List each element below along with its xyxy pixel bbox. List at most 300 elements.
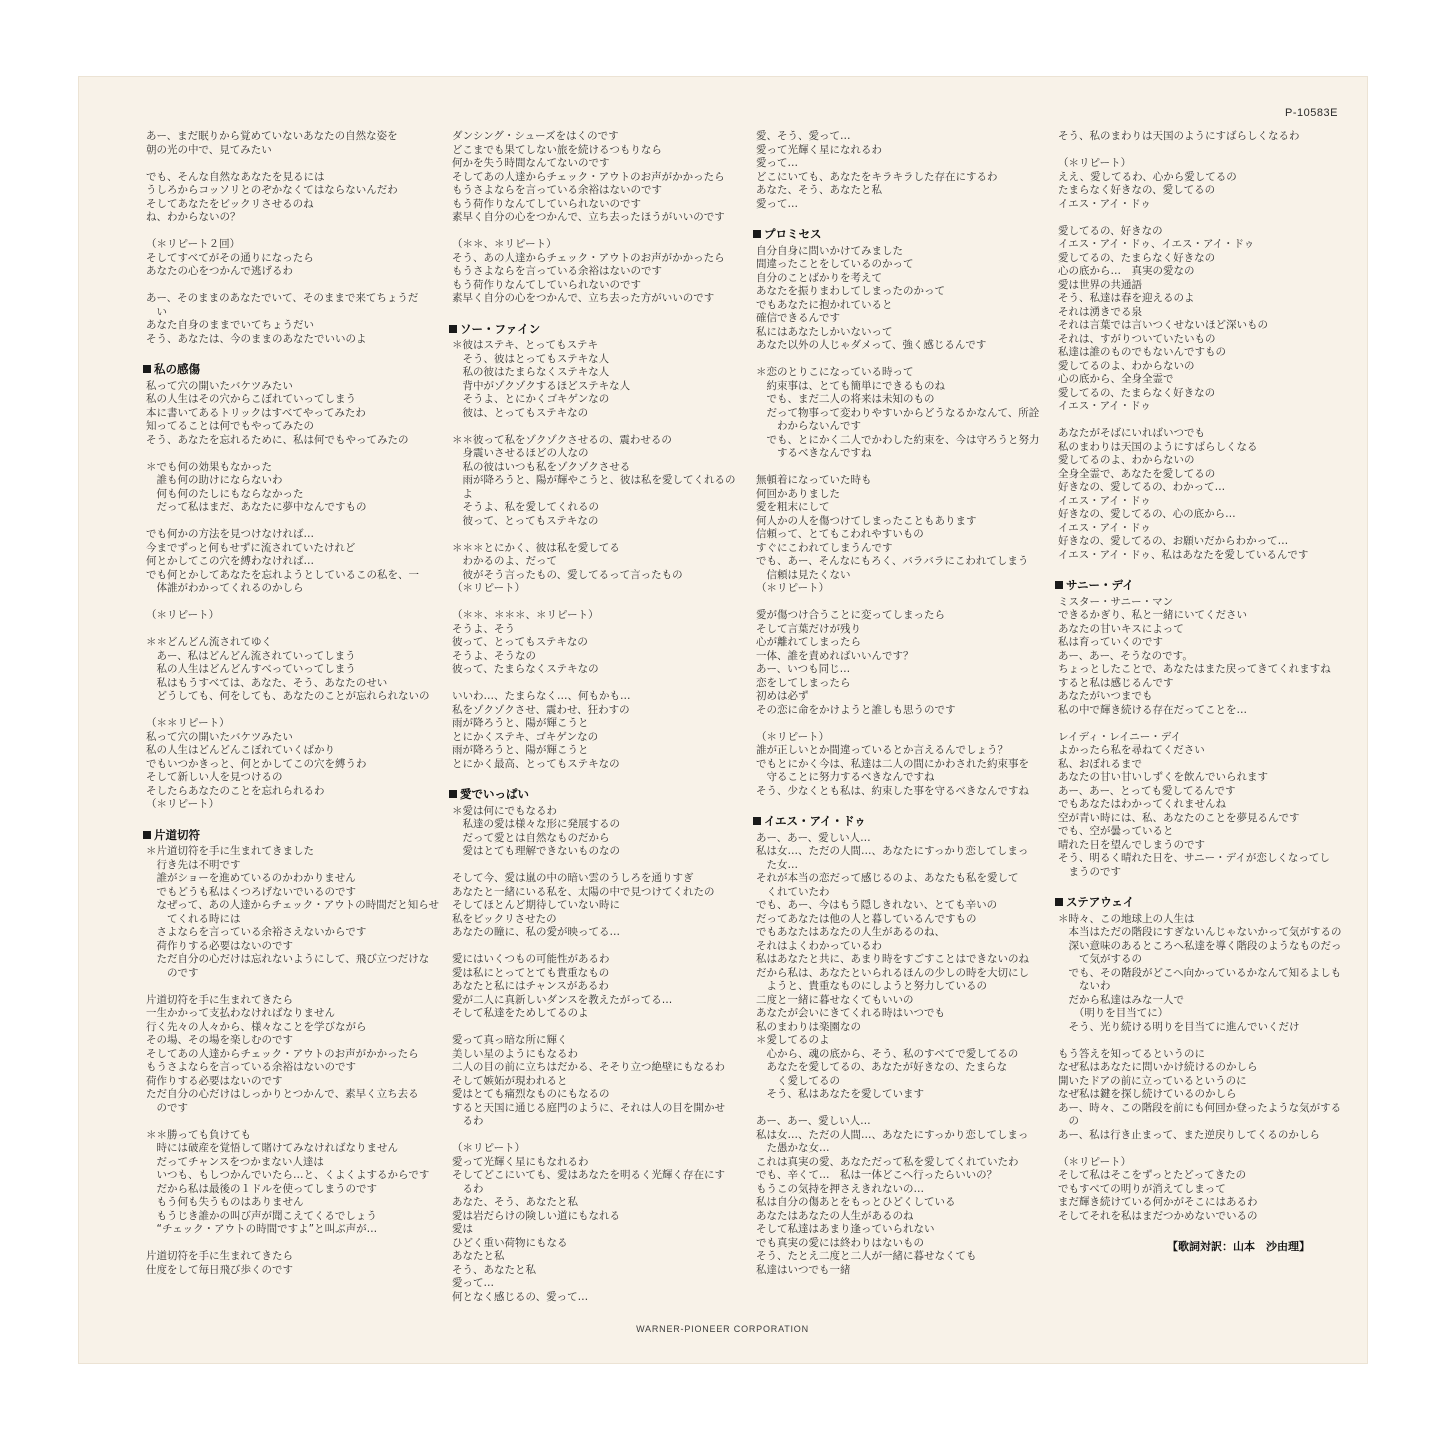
lyric-line: 何かを失う時間なんてないのです	[452, 157, 610, 169]
lyric-line: そう、彼はとってもステキな人	[452, 352, 610, 365]
lyrics-column-2	[452, 130, 736, 1321]
lyric-line: ただ自分の心だけはしっかりとつかんで、素早く立ち去る	[146, 1088, 419, 1100]
lyric-line: ＊時々、この地球上の人生は	[1058, 912, 1195, 925]
lyric-stanza	[452, 238, 732, 306]
lyric-line: 片道切符を手に生まれてきたら	[146, 993, 293, 1006]
lyric-line: 心の底から、全身全霊で	[1058, 373, 1174, 385]
lyric-line: でも、あー、今はもう隠しきれない、とても辛いの	[756, 899, 998, 911]
lyric-line: 身震いさせるほどの人なの	[452, 447, 589, 459]
lyric-line: 愛してるの、好きなの	[1058, 224, 1163, 237]
lyric-line: なぜって、あの人達からチェック・アウトの時間だと知らせ	[146, 899, 439, 911]
lyric-stanza	[756, 1115, 1036, 1277]
lyric-line: そう、あなたは、今のままのあなたでいいのよ	[146, 332, 367, 345]
lyric-line: そう、あなたを忘れるために、私は何でもやってみたの	[146, 433, 409, 446]
lyric-line: 愛してるの、たまらなく好きなの	[1058, 386, 1216, 399]
lyric-line: 信頼って、とてもこわれやすいもの	[756, 528, 924, 540]
lyric-line: 愛は岩だらけの険しい道にもなれる	[452, 1209, 620, 1222]
lyric-section	[756, 130, 1036, 211]
lyric-line: でもどうも私はくつろげないでいるのです	[146, 885, 356, 898]
lyric-line: ひどく重い荷物にもなる	[452, 1236, 568, 1249]
lyric-line: 何も何のたしにもならなかった	[146, 487, 304, 500]
lyric-line: 私の人生はどんどんすべっていってしまう	[146, 663, 356, 675]
lyric-line: あなたを愛してるの、あなたが好きなの、たまらな	[756, 1061, 1008, 1073]
lyric-line: （＊リピート）	[146, 609, 220, 621]
lyric-line: 愛してるのよ、わからないの	[1058, 454, 1195, 466]
lyric-line: どこにいても、あなたをキラキラした存在にするわ	[756, 170, 998, 183]
lyric-line: 開いたドアの前に立っているというのに	[1058, 1074, 1247, 1087]
lyric-stanza	[452, 872, 732, 940]
lyric-line: ＊＊彼って私をゾクゾクさせるの、震わせるの	[452, 433, 672, 446]
lyric-line: 本当はただの階段にすぎないんじゃないかって気がするの	[1058, 926, 1342, 938]
lyric-section	[756, 815, 1036, 1277]
lyric-stanza	[452, 690, 732, 771]
lyric-stanza	[146, 609, 416, 623]
lyric-stanza	[1058, 595, 1331, 718]
lyric-line: るわ	[452, 1182, 484, 1195]
lyric-line: 愛って光輝く星にもなれるわ	[452, 1155, 589, 1168]
lyric-line: すると天国に通じる庭門のように、それは人の目を開かせ	[452, 1101, 725, 1114]
lyric-line: あなたの甘い甘いしずくを飲んでいられます	[1058, 771, 1268, 783]
lyric-line: 仕度をして毎日飛び歩くのです	[146, 1263, 293, 1276]
lyric-stanza	[756, 474, 1036, 596]
lyric-section	[1058, 895, 1342, 1223]
lyric-line: 愛って…	[452, 1277, 494, 1289]
lyric-line: あなたと私	[452, 1250, 505, 1262]
lyric-line: ＊恋のとりこになっている時って	[756, 366, 914, 378]
lyric-line: あー、そのままのあなたでいて、そのままで来てちょうだ	[146, 292, 419, 304]
lyric-line: それが本当の恋だって感じるのよ、あなたも私を愛して	[756, 872, 1019, 884]
lyric-line: 自分のことばかりを考えて	[756, 271, 882, 284]
lyric-line: 愛って光輝く星になれるわ	[756, 143, 882, 156]
lyric-line: 私、おぼれるまで	[1058, 757, 1142, 770]
lyric-line: でもいつかきっと、何とかしてこの穴を縛うわ	[146, 757, 367, 770]
lyric-line: 彼って、たまらなくステキなの	[452, 663, 599, 675]
lyric-line: 愛はとても痛烈なものにもなるの	[452, 1088, 610, 1100]
lyric-stanza	[146, 461, 416, 515]
lyric-line: 美しい星のようにもなるわ	[452, 1047, 578, 1060]
lyric-line: 私は自分の傷あとをもっとひどくしている	[756, 1196, 956, 1208]
lyric-line: 愛、そう、愛って…	[756, 130, 851, 142]
lyric-line: 背中がゾクゾクするほどステキな人	[452, 379, 631, 392]
lyric-line: 彼って、とってもステキなの	[452, 514, 599, 527]
lyric-line: の	[1058, 1115, 1079, 1127]
lyric-stanza	[146, 636, 430, 704]
lyric-line: あなたの甘いキスによって	[1058, 622, 1184, 635]
lyric-line: あー、あー、とっても愛してるんです	[1058, 784, 1236, 797]
lyric-stanza	[452, 433, 736, 529]
lyric-line: のです	[146, 1101, 188, 1114]
song-title: サニー・デイ	[1055, 579, 1318, 593]
lyric-line: だから私は最後の１ドルを使ってしまうのです	[146, 1182, 377, 1195]
lyric-line: （＊リピート）	[452, 1142, 526, 1154]
lyric-line: あなたと私にはチャンスがあるわ	[452, 980, 609, 992]
lyric-line: でも何かの方法を見つけなければ…	[146, 528, 314, 540]
lyric-section	[452, 130, 732, 306]
lyric-line: （＊＊、＊リピート）	[452, 238, 557, 250]
lyric-stanza	[452, 339, 732, 420]
lyric-line: て気がするの	[1058, 953, 1142, 965]
lyric-stanza	[146, 993, 419, 1116]
lyric-stanza	[452, 805, 732, 859]
lyric-stanza	[452, 609, 732, 677]
lyric-stanza	[1058, 912, 1342, 1035]
lyric-line: そうよ、とにかくゴキゲンなの	[452, 393, 610, 405]
lyric-line: ＊＊勝っても負けても	[146, 1128, 251, 1141]
lyric-line: そしてそれを私はまだつかめないでいるの	[1058, 1209, 1258, 1222]
lyric-line: そうよ、そう	[452, 622, 515, 635]
lyric-section	[452, 321, 736, 772]
lyric-stanza	[146, 1250, 416, 1277]
lyric-line: るわ	[452, 1115, 484, 1127]
lyric-line: 私って穴の開いたバケツみたい	[146, 730, 293, 743]
lyric-line: 私のまわりは楽園なの	[756, 1020, 861, 1033]
lyric-line: 心から、魂の底から、そう、私のすべてで愛してるの	[756, 1047, 1019, 1060]
lyric-line: そう、私のまわりは天国のようにすばらしくなるわ	[1058, 130, 1300, 142]
lyric-line: 私の人生はその穴からこぼれていってしまう	[146, 393, 356, 405]
lyric-line: そしてあの人達からチェック・アウトのお声がかかったら	[452, 170, 725, 183]
lyric-line: あなたを振りまわしてしまったのかって	[756, 285, 945, 297]
lyric-line: 心が離れてしまったら	[756, 636, 861, 648]
lyric-line: ね、わからないの？	[146, 211, 241, 223]
lyric-line: 素早く自分の心をつかんで、立ち去ったほうがいいのです	[452, 211, 725, 223]
lyric-line: でもあなたはわかってくれませんね	[1058, 798, 1226, 810]
lyric-line: あー、私は行き止まって、また逆戻りしてくるのかしら	[1058, 1128, 1320, 1141]
lyrics-column-4	[1058, 130, 1342, 1254]
lyric-line: 彼って、とってもステキなの	[452, 636, 588, 648]
lyric-line: もうこの気持を押さえきれないの…	[756, 1182, 924, 1195]
lyric-line: （＊リピート）	[756, 730, 830, 743]
lyric-line: その恋に命をかけようと誰しも思うのです	[756, 703, 956, 716]
lyric-stanza	[146, 171, 416, 225]
lyric-line: イエス・アイ・ドゥ、私はあなたを愛しているんです	[1058, 548, 1309, 561]
lyric-stanza	[146, 528, 419, 596]
lyric-line: ＊彼はステキ、とってもステキ	[452, 339, 598, 351]
lyric-line: イエス・アイ・ドゥ、イエス・アイ・ドゥ	[1058, 238, 1255, 250]
lyric-line: 空が青い時には、私、あなたのことを夢見るんです	[1058, 811, 1300, 824]
lyric-line: 晴れた日を望んでしまうのです	[1058, 838, 1205, 851]
lyric-line: イエス・アイ・ドゥ	[1058, 197, 1151, 210]
lyric-line: 好きなの、愛してるの、お願いだからわかって…	[1058, 535, 1289, 547]
lyric-line: 私はあなたと共に、あまり時をすごすことはできないのね	[756, 953, 1029, 965]
lyric-stanza	[1058, 225, 1318, 414]
lyric-line: 愛してるの、たまらなく好きなの	[1058, 251, 1216, 264]
lyric-line: 二度と一緒に暮せなくてもいいの	[756, 993, 914, 1006]
lyric-line: すると私は感じるんです	[1058, 676, 1174, 689]
lyric-line: あー、私はどんどん流されていってしまう	[146, 649, 356, 662]
lyric-line: できるかぎり、私と一緒にいてください	[1058, 609, 1247, 621]
lyric-stanza	[146, 1128, 430, 1237]
lyric-line: でも、辛くて… 私は一体どこへ行ったらいいの？	[756, 1169, 998, 1181]
lyric-line: 愛を粗末にして	[756, 501, 830, 513]
lyric-stanza	[146, 717, 416, 812]
lyric-line: もう何も失うものはありません	[146, 1196, 304, 1208]
publisher-credit: WARNER-PIONEER CORPORATION	[636, 1324, 809, 1334]
lyric-line: ＊愛してるのよ	[756, 1034, 830, 1046]
lyric-line: ただ自分の心だけは忘れないようにして、飛び立つだけな	[146, 953, 430, 965]
lyric-line: （＊リピート）	[146, 798, 220, 810]
lyric-line: 私は育っていくのです	[1058, 636, 1163, 648]
lyric-line: あなた自身のままでいてちょうだい	[146, 319, 314, 331]
lyric-line: ＊愛は何にでもなるわ	[452, 804, 557, 817]
lyric-line: それはよくわかっているわ	[756, 939, 882, 952]
lyric-line: 行き先は不明です	[146, 858, 241, 871]
lyric-line: 信頼は見たくない	[756, 568, 851, 581]
lyric-line: あなた、そう、あなたと私	[452, 1196, 578, 1208]
lyric-line: （＊リピート）	[1058, 1155, 1132, 1168]
lyric-line: 私の中で輝き続ける存在だってことを…	[1058, 703, 1247, 716]
lyric-line: そしてどこにいても、愛はあなたを明るく光輝く存在にす	[452, 1169, 725, 1181]
lyric-line: ダンシング・シューズをはくのです	[452, 130, 619, 142]
lyric-line: あー、時々、この階段を前にも何回か登ったような気がする	[1058, 1101, 1342, 1114]
lyric-line: とにかくステキ、ゴキゲンなの	[452, 730, 599, 743]
lyric-line: そして新しい人を見つけるの	[146, 771, 283, 783]
lyric-stanza	[146, 845, 439, 980]
lyric-line: 愛してるのよ、わからないの	[1058, 359, 1195, 372]
lyric-line: （＊リピート２回）	[146, 238, 241, 250]
lyric-line: でも真実の愛には終わりはないもの	[756, 1236, 924, 1249]
lyric-line: もう荷作りなんてしていられないのです	[452, 197, 641, 210]
lyric-line: ＊＊＊とにかく、彼は私を愛してる	[452, 541, 620, 554]
lyric-line: もうさよならを言っている余裕はないのです	[452, 265, 662, 277]
lyric-line: 私のまわりは天国のようにすばらしくなる	[1058, 440, 1258, 453]
lyric-line: ＊片道切符を手に生まれてきました	[146, 845, 314, 857]
lyric-line: そう、たとえ二度と二人が一緒に暮せなくても	[756, 1250, 977, 1262]
lyric-stanza	[452, 130, 732, 225]
lyric-line: い	[146, 305, 167, 318]
lyric-line: いつも、もしつかんでいたら…と、くよくよするからです	[146, 1169, 430, 1181]
lyric-section	[146, 827, 439, 1278]
song-title: 片道切符	[143, 829, 416, 843]
lyric-line: でも、そんな自然なあなたを見るには	[146, 170, 325, 183]
lyric-line: あー、あー、愛しい人…	[756, 1115, 871, 1127]
lyric-line: よ	[452, 487, 473, 500]
lyric-line: （＊リピート）	[756, 582, 830, 594]
song-title: ソー・ファイン	[449, 323, 732, 337]
lyric-line: まだ輝き続けている何かがそこにはあるわ	[1058, 1196, 1258, 1208]
lyric-line: そして言葉だけが残り	[756, 622, 861, 635]
lyric-line: 一生かかって支払わなければなりません	[146, 1007, 335, 1019]
lyric-line: そしてあの人達からチェック・アウトのお声がかかったら	[146, 1047, 419, 1060]
lyric-line: あー、あー、愛しい人…	[756, 831, 871, 844]
lyric-line: 恋をしてしまったら	[756, 676, 851, 689]
lyric-stanza	[1058, 1047, 1342, 1143]
lyric-stanza	[1058, 157, 1318, 211]
lyric-stanza	[756, 731, 1036, 799]
lyric-line: あなたがそばにいればいつでも	[1058, 427, 1205, 439]
lyric-line: そしてすべてがその通りになったら	[146, 251, 314, 264]
lyric-line: （＊＊、＊＊＊、＊リピート）	[452, 609, 599, 621]
lyric-line: ないわ	[1058, 980, 1111, 992]
lyric-stanza	[146, 380, 416, 448]
lyric-line: そして私達をためしてるのよ	[452, 1007, 589, 1019]
lyric-stanza	[1058, 427, 1318, 562]
lyric-line: てくれる時には	[146, 912, 241, 925]
lyric-line: 私達は誰のものでもないんですもの	[1058, 346, 1226, 358]
lyric-line: たまらなく好きなの、愛してるの	[1058, 184, 1216, 196]
lyric-line: 誰が正しいとか間違っているとか言えるんでしょう？	[756, 744, 1008, 756]
lyric-line: まうのです	[1058, 865, 1121, 878]
lyric-line: ＊でも何の効果もなかった	[146, 460, 272, 473]
lyric-section	[452, 788, 732, 1304]
lyric-line: た女…	[756, 858, 798, 871]
lyric-line: あなたが会いにきてくれる時はいつでも	[756, 1007, 945, 1019]
lyric-line: 本に書いてあるトリックはすべてやってみたわ	[146, 406, 366, 419]
lyric-line: 無頓着になっていた時も	[756, 474, 872, 486]
lyric-line: 私は女…、ただの人間…、あなたにすっかり恋してしまっ	[756, 845, 1029, 857]
lyric-line: ええ、愛してるわ、心から愛してるの	[1058, 170, 1237, 183]
lyric-line: でも、空が曇っていると	[1058, 825, 1174, 837]
lyric-line: そして私達はあまり逢っていられない	[756, 1223, 935, 1235]
lyric-line: そう、私はあなたを愛しています	[756, 1088, 924, 1100]
lyric-line: 荷作りする必要はないのです	[146, 1074, 283, 1087]
lyric-line: （＊リピート）	[452, 582, 526, 594]
lyric-line: あー、いつも同じ…	[756, 663, 851, 675]
lyric-line: 私はもうすべては、あなた、そう、あなたのせい	[146, 676, 388, 689]
lyric-line: だって私はまだ、あなたに夢中なんですもの	[146, 501, 367, 513]
lyric-line: そしてあなたをビックリさせるのね	[146, 197, 314, 210]
lyric-line: そう、光り続ける明りを目当てに進んでいくだけ	[1058, 1020, 1300, 1033]
lyric-line: 初めは必ず	[756, 690, 809, 702]
lyric-line: するべきなんですね	[756, 447, 872, 459]
lyric-line: 愛が二人に真新しいダンスを教えたがってる…	[452, 993, 673, 1006]
lyric-line: だってあなたは他の人と暮しているんですもの	[756, 912, 977, 925]
lyric-line: 私の彼はいつも私をゾクゾクさせる	[452, 460, 631, 473]
lyric-line: 愛は私にとってとても貴重なもの	[452, 966, 610, 979]
lyric-line: あなたの心をつかんで逃げるわ	[146, 265, 293, 277]
song-title: 私の感傷	[143, 363, 416, 377]
lyric-stanza	[146, 238, 416, 279]
lyric-line: レイディ・レイニー・デイ	[1058, 730, 1181, 743]
lyric-line: 誰も何の助けにならないわ	[146, 474, 283, 486]
lyric-line: なぜ私は鍵を探し続けているのかしら	[1058, 1088, 1237, 1100]
lyric-line: 私をゾクゾクさせ、震わせ、狂わすの	[452, 703, 630, 716]
lyric-stanza	[146, 130, 416, 157]
lyric-line: 私にはあなたしかいないって	[756, 325, 893, 338]
lyric-line: その場、その場を楽しむのです	[146, 1034, 293, 1046]
lyric-line: イエス・アイ・ドゥ	[1058, 521, 1151, 534]
lyric-line: 誰がショーを進めているのかわかりません	[146, 872, 356, 884]
lyric-line: でも何とかしてあなたを忘れようとしているこの私を、一	[146, 568, 419, 581]
lyric-line: だから私は、あなたといられるほんの少しの時を大切にし	[756, 966, 1029, 979]
lyric-stanza	[756, 832, 1036, 1102]
lyric-line: 愛にはいくつもの可能性があるわ	[452, 953, 610, 965]
lyric-line: ＊＊どんどん流されてゆく	[146, 636, 272, 648]
lyric-line: でも、まだ二人の将来は未知のもの	[756, 393, 935, 405]
lyric-line: それは言葉では言いつくせないほど深いもの	[1058, 319, 1268, 331]
lyric-line: 愛って真っ暗な所に輝く	[452, 1034, 568, 1046]
lyric-line: 片道切符を手に生まれてきたら	[146, 1250, 293, 1262]
lyric-line: あー、まだ眠りから覚めていないあなたの自然な姿を	[146, 130, 398, 142]
lyric-stanza	[756, 609, 1036, 717]
lyric-line: 朝の光の中で、見てみたい	[146, 143, 272, 156]
lyric-line: それは湧きでる泉	[1058, 305, 1142, 318]
lyric-section	[1058, 130, 1318, 562]
lyric-line: 好きなの、愛してるの、心の底から…	[1058, 508, 1236, 520]
lyric-line: これは真実の愛、あなただって私を愛してくれていたわ	[756, 1155, 1019, 1168]
lyric-line: 時には破産を覚悟して賭けてみなければなりません	[146, 1142, 398, 1154]
lyric-line: 一体、誰を責めればいいんです？	[756, 649, 914, 662]
song-title: ステアウェイ	[1055, 896, 1318, 910]
lyric-line: た愚かな女…	[756, 1142, 830, 1154]
lyric-line: 自分自身に問いかけてみました	[756, 244, 903, 257]
lyric-stanza	[146, 292, 419, 346]
lyric-line: 守ることに努力するべきなんですね	[756, 771, 935, 783]
lyric-line: 愛は世界の共通語	[1058, 278, 1142, 291]
lyric-line: でも、その階段がどこへ向かっているかなんて知るよしも	[1058, 966, 1342, 979]
lyric-line: 心の底から… 真実の愛なの	[1058, 265, 1195, 277]
song-title: イエス・アイ・ドゥ	[753, 815, 1036, 829]
lyric-line: よかったら私を尋ねてください	[1058, 744, 1205, 756]
lyric-line: 何回かありました	[756, 487, 840, 500]
lyric-line: 愛は	[452, 1223, 473, 1235]
lyric-line: だってチャンスをつかまない人達は	[146, 1155, 324, 1168]
lyric-line: そして嫉妬が現われると	[452, 1074, 568, 1087]
lyric-line: 雨が降ろうと、陽が輝こうと	[452, 744, 589, 756]
lyric-line: ミスター・サニー・マン	[1058, 595, 1174, 608]
catalog-number: P-10583E	[1285, 107, 1338, 119]
lyric-line: もうさよならを言っている余裕はないのです	[452, 184, 662, 196]
lyric-section	[1058, 578, 1331, 879]
lyric-line: 私達の愛は様々な形に発展するの	[452, 818, 620, 830]
lyric-line: 体誰がわかってくれるのかしら	[146, 582, 304, 594]
lyric-line: くれていたわ	[756, 885, 830, 898]
lyric-line: そう、少なくとも私は、約束した事を守るべきなんですね	[756, 784, 1029, 797]
lyric-stanza	[1058, 130, 1318, 144]
lyric-line: 愛って…	[756, 157, 798, 169]
lyrics-column-1	[146, 130, 439, 1294]
lyric-line: だって物事って変わりやすいからどうなるかなんて、所詮	[756, 406, 1040, 419]
lyric-line: そしたらあなたのことを忘れられるわ	[146, 784, 325, 797]
lyric-line: イエス・アイ・ドゥ	[1058, 400, 1151, 412]
lyric-line: （＊リピート）	[1058, 157, 1132, 169]
lyric-line: もうじき誰かの叫び声が聞こえてくるでしょう	[146, 1209, 377, 1222]
lyric-line: そう、私達は春を迎えるのよ	[1058, 292, 1195, 304]
lyric-line: もう答えを知ってるというのに	[1058, 1047, 1205, 1060]
lyric-line: “チェック・アウトの時間ですよ”と叫ぶ声が…	[146, 1223, 378, 1235]
lyric-line: でもとにかく今は、私達は二人の間にかわされた約束事を	[756, 757, 1029, 770]
lyric-line: そして私はそこをずっとたどってきたの	[1058, 1169, 1247, 1181]
lyric-line: どこまでも果てしない旅を続けるつもりなら	[452, 143, 662, 156]
lyric-line: 私は女…、ただの人間…、あなたにすっかり恋してしまっ	[756, 1128, 1029, 1141]
lyric-line: さよならを言っている余裕さえないからです	[146, 926, 367, 938]
lyric-line: 確信できるんです	[756, 312, 840, 324]
lyric-section	[756, 227, 1040, 798]
song-title: プロミセス	[753, 228, 1036, 242]
lyric-line: だって愛とは自然なものだから	[452, 831, 610, 844]
lyric-line: 愛って…	[756, 197, 798, 210]
lyric-line: イエス・アイ・ドゥ	[1058, 494, 1151, 507]
lyric-line: でもあなたに抱かれていると	[756, 298, 893, 311]
lyric-line: あなたがいつまでも	[1058, 690, 1153, 702]
lyric-line: ちょっとしたことで、あなたはまた戻ってきてくれますね	[1058, 663, 1331, 675]
lyric-line: とにかく最高、とってもステキなの	[452, 757, 620, 770]
lyric-line: 素早く自分の心をつかんで、立ち去った方がいいのです	[452, 292, 715, 304]
lyric-line: あー、あー、そうなのです。	[1058, 649, 1193, 662]
lyric-line: そしてほとんど期待していない時に	[452, 899, 620, 911]
translator-credit: 【歌詞対訳：山本 沙由理】	[1167, 1240, 1310, 1253]
lyric-line: （＊＊リピート）	[146, 717, 230, 729]
lyric-line: のです	[146, 966, 199, 979]
lyric-line: 雨が降ろうと、陽が輝こうと	[452, 717, 589, 729]
lyric-line: でも、とにかく二人でかわした約束を、今は守ろうと努力	[756, 433, 1040, 446]
song-title: 愛でいっぱい	[449, 788, 732, 802]
lyric-line: うしろからコッソリとのぞかなくてはならないんだわ	[146, 184, 398, 196]
lyric-line: 行く先々の人々から、様々なことを学びながら	[146, 1020, 367, 1033]
lyric-line: 何人かの人を傷つけてしまったこともあります	[756, 514, 977, 527]
lyric-line: 私の人生はどんどんこぼれていくばかり	[146, 744, 335, 756]
lyric-line: 何となく感じるの、愛って…	[452, 1290, 589, 1303]
lyric-line: 間違ったことをしているのかって	[756, 258, 914, 270]
